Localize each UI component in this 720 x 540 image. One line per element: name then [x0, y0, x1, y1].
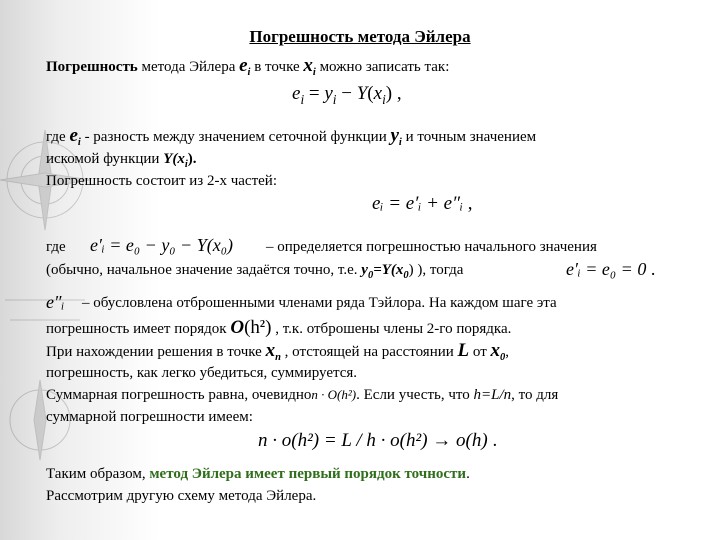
initial-error-gde: где: [46, 239, 66, 255]
total-error-line-2: суммарной погрешности имеем:: [46, 409, 253, 425]
truncation-error-line-1: – обусловлена отброшенными членами ряда Тэйлора. На каждом шаге эта: [82, 295, 557, 311]
formula-error-split: eᵢ = e′ᵢ + e″ᵢ ,: [372, 193, 473, 214]
parts-intro-line: Погрешность состоит из 2-х частей:: [46, 173, 277, 189]
total-error-line-1: Суммарная погрешность равна, очевидноn · O(h²). Если учесть, что h=L/n, то для: [46, 387, 559, 403]
conclusion-highlight: метод Эйлера имеет первый порядок точности: [149, 466, 467, 482]
var-x: x: [303, 55, 313, 76]
initial-error-text: – определяется погрешностью начального значения: [266, 239, 597, 255]
var-e: e: [239, 55, 248, 76]
conclusion-line-2: Рассмотрим другую схему метода Эйлера.: [46, 488, 317, 504]
truncation-error-line-2: погрешность имеет порядок $O(h^2)$ , т.к. отброшены члены 2-го порядка.: [46, 317, 512, 338]
intro-line: [46, 57, 449, 82]
conclusion-line-1: Таким образом, метод Эйлера имеет первый порядок точности.: [46, 466, 470, 482]
explanation-line-1: где $e_i$ - разность между значением сеточной функции $y_i$ и точным значением: [46, 125, 537, 148]
accumulation-line-2: погрешность, как легко убедиться, суммируется.: [46, 365, 358, 381]
intro-text-3: можно записать так:: [315, 59, 450, 75]
formula-initial-zero: e′ᵢ = e₀ = 0 .: [566, 259, 656, 279]
formula-error-definition: $e_i = y_i - Y(x_i)$ ,: [292, 83, 402, 107]
accumulation-line-1: При нахождении решения в точке $x_n$ , отстоящей на расстоянии L от $x_0$,: [46, 340, 510, 363]
var-x-sub: i: [312, 67, 316, 78]
var-e-sub: i: [247, 67, 251, 78]
initial-error-line-2: (обычно, начальное значение задаётся точно, т.е. $y_0=Y(x_0)$ ), тогда: [46, 262, 464, 281]
formula-total-error: n · o(h²) = L / h · o(h²) → o(h) .: [258, 430, 498, 451]
intro-text-1: метода Эйлера: [137, 59, 240, 75]
slide-title: Погрешность метода Эйлера: [249, 27, 471, 46]
explanation-line-2: искомой функции $Y(x_i)$.: [46, 151, 197, 170]
formula-initial-error: e′ᵢ = e₀ − y₀ − Y(x₀): [90, 235, 233, 255]
var-e-double-prime: e″ᵢ: [46, 292, 65, 312]
intro-bold-word: Погрешность: [46, 59, 138, 75]
intro-text-2: в точке: [250, 59, 304, 75]
